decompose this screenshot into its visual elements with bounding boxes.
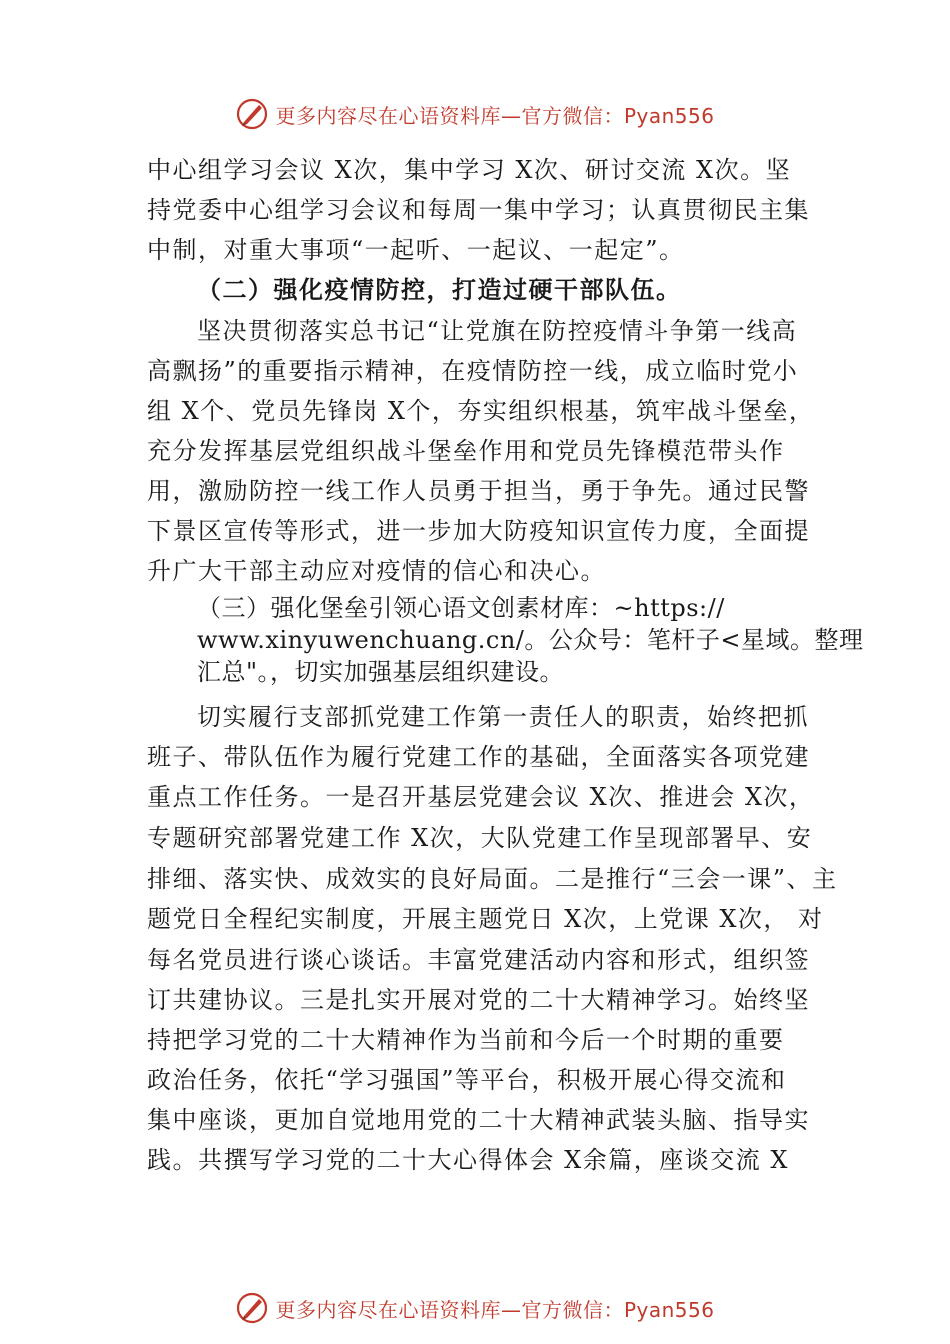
text-line: 班子、带队伍作为履行党建工作的基础，全面落实各项党建: [147, 743, 810, 771]
footer-banner: [0, 1288, 950, 1328]
section-heading-2: （二）强化疫情防控，打造过硬干部队伍。: [197, 275, 682, 304]
text-line: 专题研究部署党建工作 X次，大队党建工作呈现部署早、安: [147, 824, 813, 852]
text-line: 题党日全程纪实制度，开展主题党日 X次，上党课 X次， 对: [147, 905, 824, 933]
footer-banner-text: 更多内容尽在心语资料库—官方微信：Pyan556: [275, 1297, 715, 1322]
text-line: www.xinyuwenchuang.cn/。公众号：笔杆子<星域。整理: [197, 626, 864, 654]
pen-logo-icon: [235, 1291, 269, 1325]
text-line: 升广大干部主动应对疫情的信心和决心。: [147, 557, 606, 585]
pen-logo-icon: [235, 97, 269, 131]
text-line: 持党委中心组学习会议和每周一集中学习；认真贯彻民主集: [147, 196, 810, 224]
text-line: 排细、落实快、成效实的良好局面。二是推行“三会一课”、主: [147, 865, 838, 893]
text-line: 集中座谈，更加自觉地用党的二十大精神武装头脑、指导实: [147, 1106, 810, 1134]
text-line: 组 X个、党员先锋岗 X个，夯实组织根基，筑牢战斗堡垒，: [147, 397, 815, 425]
text-line: 持把学习党的二十大精神作为当前和今后一个时期的重要: [147, 1026, 785, 1054]
header-banner-text: 更多内容尽在心语资料库—官方微信：Pyan556: [275, 103, 715, 128]
text-line: 政治任务，依托“学习强国”等平台，积极开展心得交流和: [147, 1066, 787, 1094]
text-line: 坚决贯彻落实总书记“让党旗在防控疫情斗争第一线高: [197, 317, 798, 345]
text-line: 订共建协议。三是扎实开展对党的二十大精神学习。始终坚: [147, 986, 810, 1014]
text-line: 践。共撰写学习党的二十大心得体会 X余篇，座谈交流 X: [147, 1146, 789, 1174]
text-line: 高飘扬”的重要指示精神，在疫情防控一线，成立临时党小: [147, 357, 799, 385]
section-heading-3: （三）强化堡垒引领心语文创素材库：~https://: [197, 594, 725, 622]
text-line: 汇总"。，切实加强基层组织建设。: [197, 658, 565, 686]
text-line: 切实履行支部抓党建工作第一责任人的职责，始终把抓: [197, 703, 809, 731]
header-banner: [0, 94, 950, 134]
text-line: 充分发挥基层党组织战斗堡垒作用和党员先锋模范带头作: [147, 437, 785, 465]
text-line: 中制，对重大事项“一起听、一起议、一起定”。: [147, 236, 685, 264]
text-line: 中心组学习会议 X次，集中学习 X次、研讨交流 X次。坚: [147, 156, 792, 184]
text-line: 下景区宣传等形式，进一步加大防疫知识宣传力度，全面提: [147, 517, 810, 545]
text-line: 每名党员进行谈心谈话。丰富党建活动内容和形式，组织签: [147, 946, 810, 974]
text-line: 重点工作任务。一是召开基层党建会议 X次、推进会 X次，: [147, 783, 815, 811]
text-line: 用，激励防控一线工作人员勇于担当，勇于争先。通过民警: [147, 477, 810, 505]
